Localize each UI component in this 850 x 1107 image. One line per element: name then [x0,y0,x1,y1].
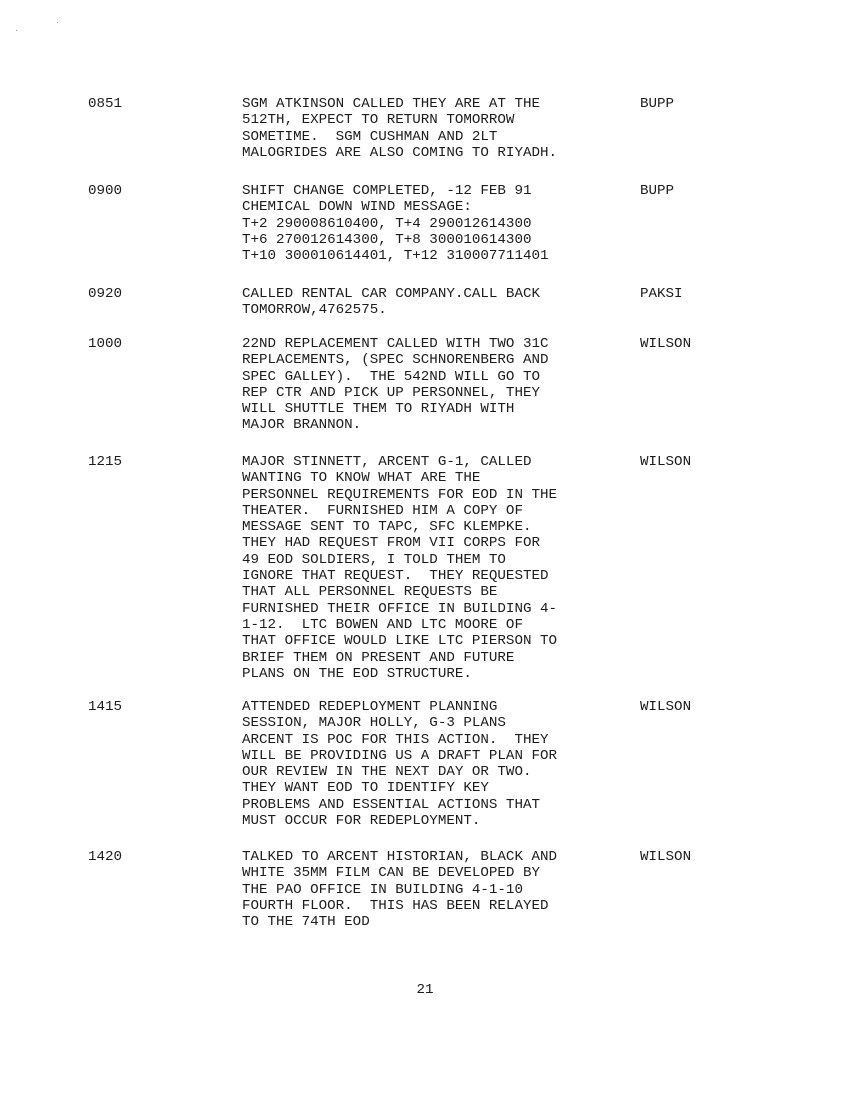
entry-text-line: MAJOR STINNETT, ARCENT G-1, CALLED [242,454,532,470]
entry-text-line: WANTING TO KNOW WHAT ARE THE [242,470,481,487]
entry-text [242,183,622,264]
entry-text-line: T+10 300010614401, T+12 310007711401 [242,248,549,265]
entry-author: WILSON [640,336,692,352]
entry-author: BUPP [640,183,675,199]
scan-speck [16,30,17,31]
entry-text-line: TO THE 74TH EOD [242,914,370,931]
entry-text-line: WILL SHUTTLE THEM TO RIYADH WITH [242,401,515,418]
entry-text-line: WHITE 35MM FILM CAN BE DEVELOPED BY [242,865,540,882]
entry-text-line: THE PAO OFFICE IN BUILDING 4-1-10 [242,881,523,898]
entry-text-line: TALKED TO ARCENT HISTORIAN, BLACK AND [242,849,558,865]
entry-author: WILSON [640,849,692,865]
entry-text-line: 512TH, EXPECT TO RETURN TOMORROW [242,112,515,129]
entry-text-line: TOMORROW,4762575. [242,302,387,319]
entry-text-line: THEATER. FURNISHED HIM A COPY OF [242,502,523,519]
entry-text-line: IGNORE THAT REQUEST. THEY REQUESTED [242,568,549,585]
entry-text-line: 22ND REPLACEMENT CALLED WITH TWO 31C [242,336,549,352]
entry-author: WILSON [640,454,692,470]
entry-text-line: SESSION, MAJOR HOLLY, G-3 PLANS [242,715,506,732]
entry-text-line: CALLED RENTAL CAR COMPANY.CALL BACK [242,286,540,302]
scan-speck [57,22,58,23]
entry-text-line: T+6 270012614300, T+8 300010614300 [242,231,532,248]
entry-text [242,849,622,930]
entry-text-line: REPLACEMENTS, (SPEC SCHNORENBERG AND [242,352,549,369]
entry-text-line: SPEC GALLEY). THE 542ND WILL GO TO [242,368,540,385]
entry-text-line: SOMETIME. SGM CUSHMAN AND 2LT [242,128,498,145]
entry-text-line: PLANS ON THE EOD STRUCTURE. [242,665,472,682]
entry-text-line: FOURTH FLOOR. THIS HAS BEEN RELAYED [242,897,549,914]
entry-text-line: BRIEF THEM ON PRESENT AND FUTURE [242,649,515,666]
entry-text-line: THEY WANT EOD TO IDENTIFY KEY [242,780,489,797]
entry-text-line: 1-12. LTC BOWEN AND LTC MOORE OF [242,616,523,633]
entry-text-line: OUR REVIEW IN THE NEXT DAY OR TWO. [242,764,532,781]
entry-time: 0920 [88,286,123,302]
entry-time: 1215 [88,454,123,470]
entry-text-line: MUST OCCUR FOR REDEPLOYMENT. [242,813,481,830]
entry-text [242,699,622,829]
page-number: 21 [416,982,434,998]
entry-text-line: REP CTR AND PICK UP PERSONNEL, THEY [242,384,540,401]
entry-text-line: CHEMICAL DOWN WIND MESSAGE: [242,199,472,216]
entry-text [242,336,622,434]
entry-author: BUPP [640,96,675,112]
entry-text-line: THAT ALL PERSONNEL REQUESTS BE [242,584,498,601]
entry-text-line: THAT OFFICE WOULD LIKE LTC PIERSON TO [242,633,558,650]
entry-text-line: ARCENT IS POC FOR THIS ACTION. THEY [242,731,549,748]
entry-text-line: SGM ATKINSON CALLED THEY ARE AT THE [242,96,540,112]
entry-text [242,454,622,682]
entry-text [242,96,622,161]
entry-author: PAKSI [640,286,683,302]
entry-time: 1000 [88,336,123,352]
entry-text-line: MESSAGE SENT TO TAPC, SFC KLEMPKE. [242,519,532,536]
entry-text [242,286,622,319]
entry-time: 0851 [88,96,123,112]
entry-text-line: FURNISHED THEIR OFFICE IN BUILDING 4- [242,600,558,617]
entry-time: 1415 [88,699,123,715]
entry-text-line: T+2 290008610400, T+4 290012614300 [242,215,532,232]
entry-text-line: 49 EOD SOLDIERS, I TOLD THEM TO [242,551,506,568]
entry-text-line: ATTENDED REDEPLOYMENT PLANNING [242,699,498,715]
entry-text-line: THEY HAD REQUEST FROM VII CORPS FOR [242,535,540,552]
entry-text-line: PERSONNEL REQUIREMENTS FOR EOD IN THE [242,486,558,503]
entry-text-line: MAJOR BRANNON. [242,417,362,434]
entry-time: 0900 [88,183,123,199]
entry-text-line: MALOGRIDES ARE ALSO COMING TO RIYADH. [242,144,558,161]
entry-text-line: SHIFT CHANGE COMPLETED, -12 FEB 91 [242,183,532,199]
entry-time: 1420 [88,849,123,865]
entry-text-line: WILL BE PROVIDING US A DRAFT PLAN FOR [242,747,558,764]
entry-text-line: PROBLEMS AND ESSENTIAL ACTIONS THAT [242,796,540,813]
entry-author: WILSON [640,699,692,715]
